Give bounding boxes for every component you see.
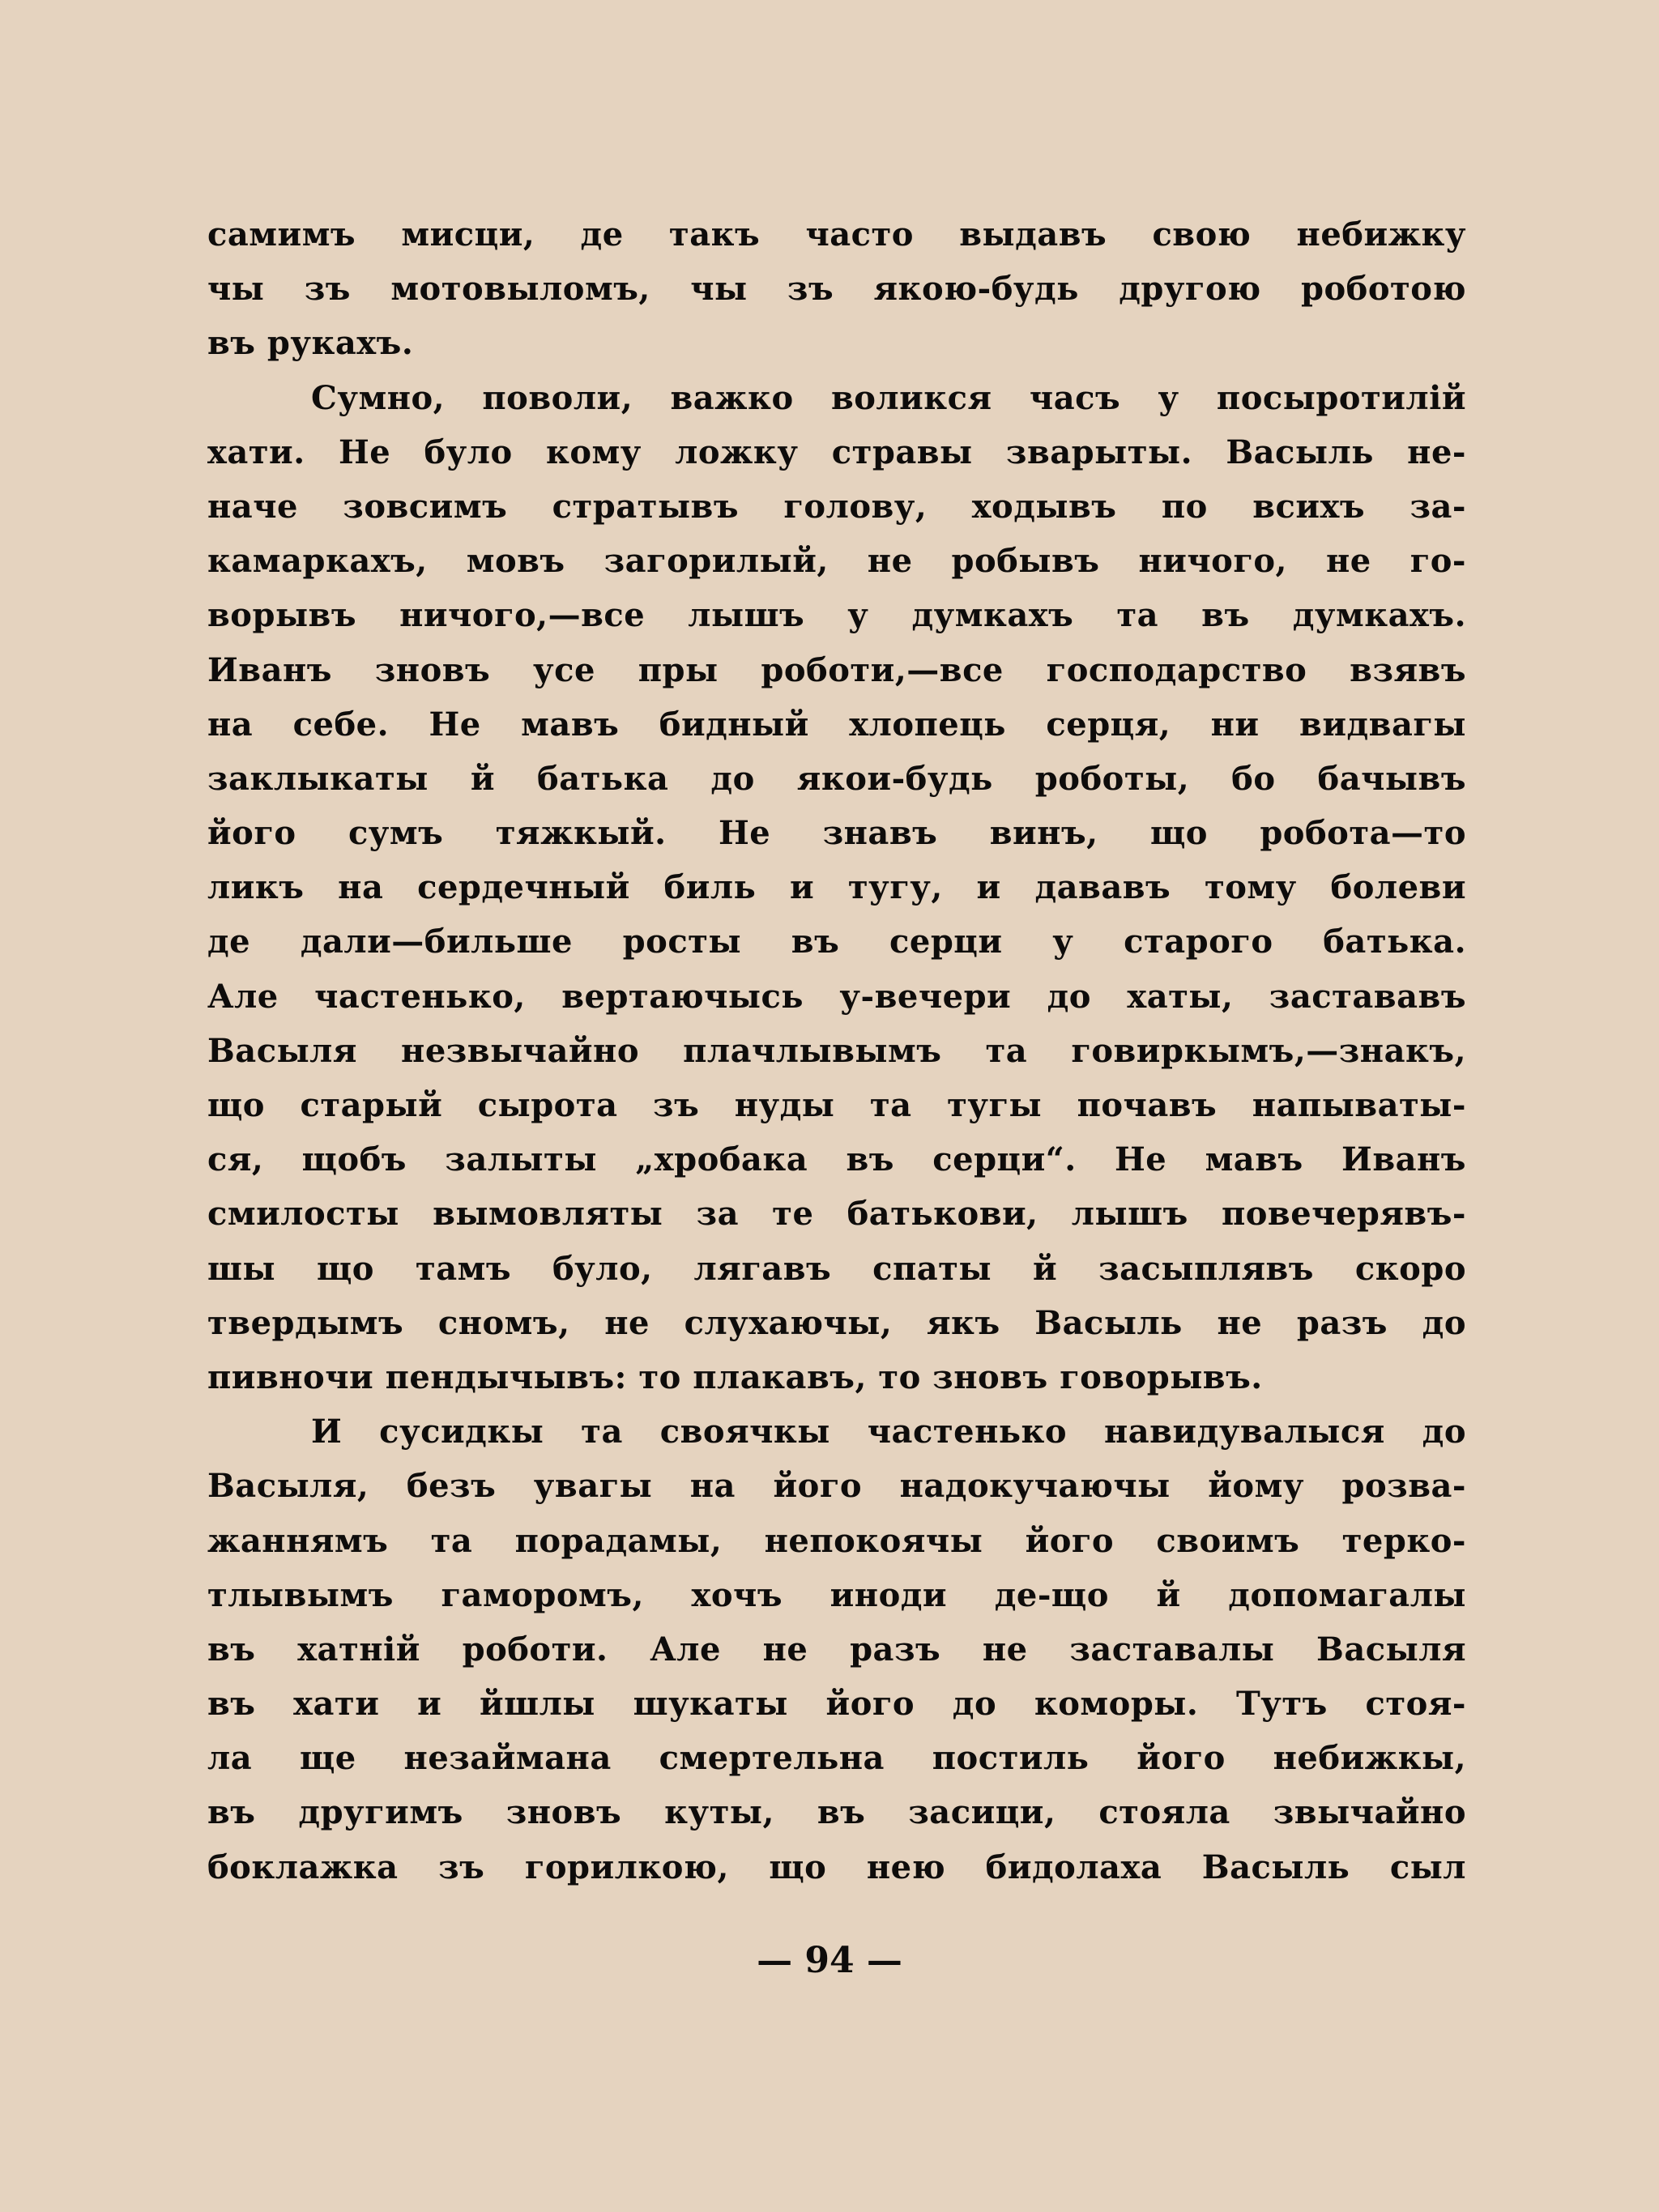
text-line: Иванъ зновъ усе пры роботи,—все господарство взявъ xyxy=(207,650,1466,689)
text-line: камаркахъ, мовъ загорилый, не робывъ ничого, не го- xyxy=(207,542,1466,581)
text-line: чы зъ мотовыломъ, чы зъ якою-будь другою роботою xyxy=(207,270,1466,309)
paragraph-2 xyxy=(207,371,1466,1405)
text-line: пивночи пендычывъ: то плакавъ, то зновъ говорывъ. xyxy=(207,1357,1263,1396)
text-line: боклажка зъ горилкою, що нею бидолаха Васыль сыл xyxy=(207,1848,1466,1886)
text-line: ликъ на сердечный биль и тугу, и дававъ тому болеви xyxy=(207,868,1466,907)
text-line: Васыля, безъ увагы на його надокучаючы йому розва- xyxy=(207,1467,1466,1506)
text-line: твердымъ сномъ, не слухаючы, якъ Васыль не разъ до xyxy=(207,1303,1466,1342)
text-line: И сусидкы та своячкы частенько навидувалыся до xyxy=(311,1413,1466,1451)
text-line: ла ще незаймана смертельна постиль його небижкы, xyxy=(207,1739,1466,1778)
text-line: хати. Не було кому ложку стравы зварыты. Васыль не- xyxy=(207,433,1466,471)
text-line: тлывымъ гаморомъ, хочъ иноди де-що й допомагалы xyxy=(207,1575,1466,1614)
text-line: що старый сырота зъ нуды та тугы почавъ напываты- xyxy=(207,1086,1466,1124)
text-line: Але частенько, вертаючысь у-вечери до хаты, застававъ xyxy=(207,977,1466,1016)
text-line: въ хати и йшлы шукаты його до коморы. Тутъ стоя- xyxy=(207,1685,1466,1724)
page-number: — 94 — xyxy=(757,1940,902,1981)
paragraph-1 xyxy=(207,207,1466,371)
text-line: смилосты вымовляты за те батькови, лышъ повечерявъ- xyxy=(207,1195,1466,1234)
text-line: ворывъ ничого,—все лышъ у думкахъ та въ думкахъ. xyxy=(207,596,1466,635)
text-line: на себе. Не мавъ бидный хлопець серця, ни видвагы xyxy=(207,705,1466,744)
text-line: наче зовсимъ стратывъ голову, ходывъ по всихъ за- xyxy=(207,487,1466,526)
text-line: де дали—бильше росты въ серци у старого батька. xyxy=(207,923,1466,961)
text-line: жаннямъ та порадамы, непокоячы його своимъ терко- xyxy=(207,1521,1466,1560)
text-line: заклыкаты й батька до якои-будь роботы, бо бачывъ xyxy=(207,759,1466,798)
text-line: въ хатній роботи. Але не разъ не заставалы Васыля xyxy=(207,1630,1466,1669)
text-line: Сумно, поволи, важко воликся часъ у посыротилій xyxy=(311,378,1466,417)
text-line: самимъ мисци, де такъ часто выдавъ свою небижку xyxy=(207,215,1466,254)
paragraph-3 xyxy=(207,1404,1466,1894)
text-line: його сумъ тяжкый. Не знавъ винъ, що робота—то xyxy=(207,814,1466,853)
page-text xyxy=(207,207,1466,1894)
text-line: Васыля незвычайно плачлывымъ та говиркымъ,—знакъ, xyxy=(207,1031,1466,1070)
text-line: ся, щобъ залыты „хробака въ серци“. Не мавъ Иванъ xyxy=(207,1140,1466,1179)
text-line: въ другимъ зновъ куты, въ засици, стояла звычайно xyxy=(207,1793,1466,1832)
text-line: шы що тамъ було, лягавъ спаты й засыплявъ скоро xyxy=(207,1249,1466,1288)
text-line: въ рукахъ. xyxy=(207,324,414,363)
